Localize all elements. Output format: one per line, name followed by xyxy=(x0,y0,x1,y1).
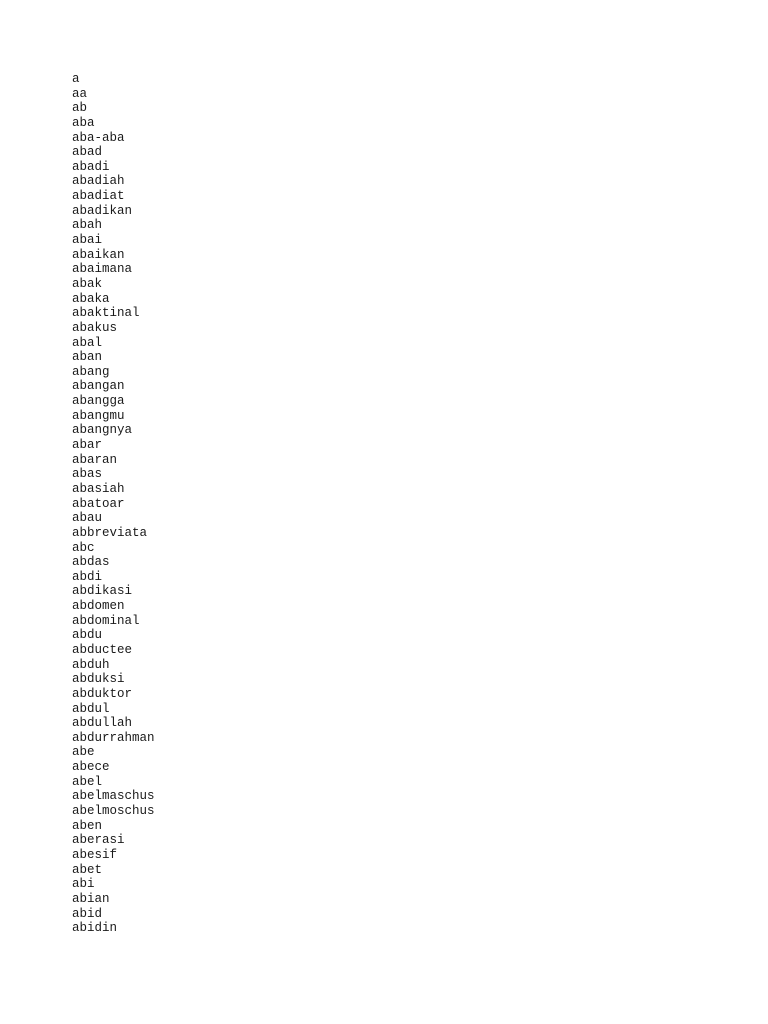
word-entry: abe xyxy=(72,745,95,760)
word-entry: abadiat xyxy=(72,189,125,204)
word-entry: abangnya xyxy=(72,423,133,438)
word-entry: abangmu xyxy=(72,408,125,423)
word-entry: abduktor xyxy=(72,686,133,701)
word-entry: abductee xyxy=(72,642,133,657)
word-entry: abduksi xyxy=(72,672,125,687)
word-entry: abai xyxy=(72,233,103,248)
word-entry: abesif xyxy=(72,847,118,862)
word-entry: abel xyxy=(72,774,103,789)
word-entry: aba-aba xyxy=(72,130,125,145)
word-entry: abang xyxy=(72,364,110,379)
word-entry: ab xyxy=(72,101,88,116)
word-entry: aban xyxy=(72,350,103,365)
word-entry: abakus xyxy=(72,320,118,335)
word-entry: abdurrahman xyxy=(72,730,155,745)
word-entry: abdominal xyxy=(72,613,140,628)
word-entry: abece xyxy=(72,760,110,775)
word-entry: abidin xyxy=(72,921,118,936)
word-entry: abas xyxy=(72,467,103,482)
word-entry: aa xyxy=(72,86,88,101)
word-entry: abadi xyxy=(72,159,110,174)
word-entry: abi xyxy=(72,877,95,892)
word-entry: abadiah xyxy=(72,174,125,189)
word-entry: abduh xyxy=(72,657,110,672)
word-entry: abadikan xyxy=(72,203,133,218)
word-entry: abaikan xyxy=(72,247,125,262)
word-entry: aben xyxy=(72,818,103,833)
word-entry: abet xyxy=(72,862,103,877)
word-entry: abc xyxy=(72,540,95,555)
word-entry: abdu xyxy=(72,628,103,643)
word-entry: abelmaschus xyxy=(72,789,155,804)
word-entry: abatoar xyxy=(72,496,125,511)
word-entry: abah xyxy=(72,218,103,233)
word-entry: abau xyxy=(72,511,103,526)
word-list xyxy=(72,72,155,936)
word-entry: a xyxy=(72,72,80,86)
word-entry: abbreviata xyxy=(72,525,148,540)
word-entry: abak xyxy=(72,276,103,291)
word-entry: abaka xyxy=(72,291,110,306)
word-entry: abian xyxy=(72,891,110,906)
word-entry: aba xyxy=(72,115,95,130)
word-entry: abdikasi xyxy=(72,584,133,599)
word-entry: abad xyxy=(72,145,103,160)
word-entry: abdullah xyxy=(72,716,133,731)
word-entry: abdas xyxy=(72,555,110,570)
word-entry: abangan xyxy=(72,379,125,394)
word-entry: abelmoschus xyxy=(72,804,155,819)
word-entry: abaktinal xyxy=(72,306,140,321)
word-entry: abdul xyxy=(72,701,110,716)
word-entry: abaran xyxy=(72,452,118,467)
word-entry: abid xyxy=(72,906,103,921)
word-entry: abar xyxy=(72,438,103,453)
word-entry: abdomen xyxy=(72,599,125,614)
word-entry: abdi xyxy=(72,569,103,584)
word-entry: abal xyxy=(72,335,103,350)
word-entry: abaimana xyxy=(72,262,133,277)
word-entry: aberasi xyxy=(72,833,125,848)
word-entry: abasiah xyxy=(72,481,125,496)
word-entry: abangga xyxy=(72,394,125,409)
